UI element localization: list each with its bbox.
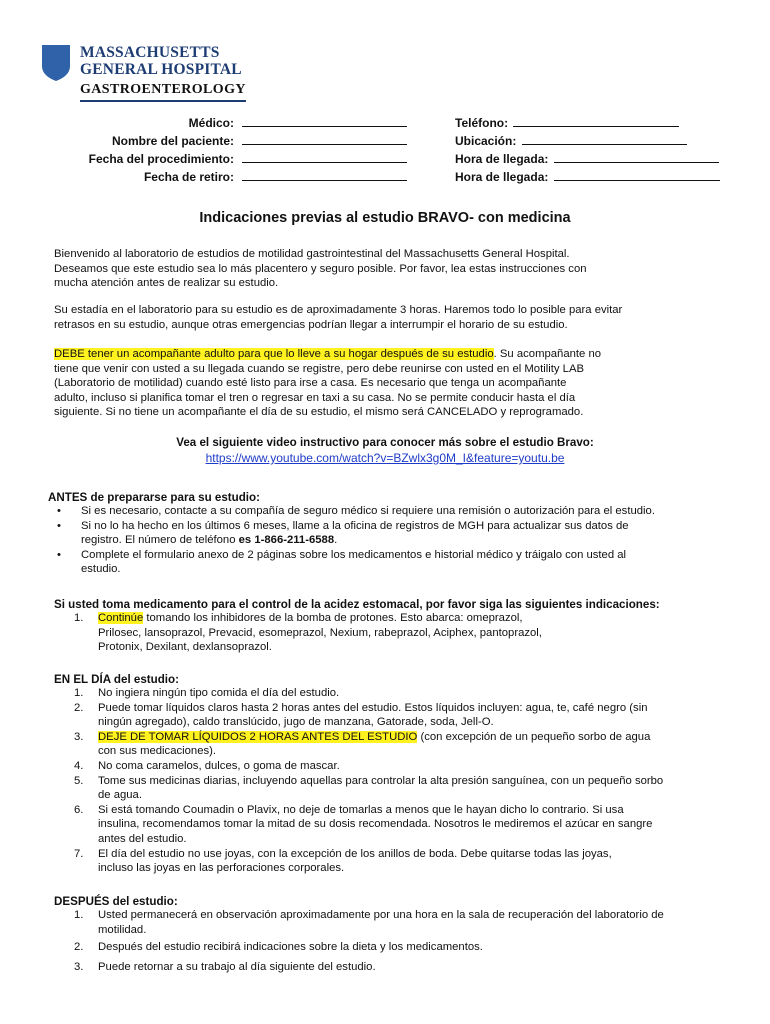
text-line: Deseamos que este estudio sea lo más placentero y seguro posible. Por favor, lea estas instrucciones con	[54, 262, 587, 275]
list-item	[54, 611, 744, 655]
field-label: Fecha de retiro:	[143, 170, 234, 184]
text-span: Si no lo ha hecho en los últimos 6 meses, llame a la oficina de registros de MGH para actualizar sus datos de	[81, 519, 629, 532]
text-line: siguiente. Si no tiene un acompañante el día de su estudio, el mismo será CANCELADO y reprogramado.	[54, 406, 584, 419]
item-number: 4.	[74, 759, 84, 772]
bullet: •	[57, 548, 61, 561]
text-span: Usted permanecerá en observación aproximadamente por una hora en la sala de recuperación del laboratorio de	[98, 909, 664, 921]
field-medico[interactable]	[54, 113, 407, 133]
text-span: motilidad.	[98, 923, 147, 936]
item-number: 2.	[74, 701, 84, 714]
blank-line[interactable]	[554, 149, 719, 163]
mgh-shield-logo	[41, 44, 71, 82]
text-span: con sus medicaciones).	[98, 745, 217, 758]
text-span: estudio.	[81, 563, 121, 576]
text-line: retrasos en su estudio, aunque otras emergencias podrían llegar a interrumpir el horario de su estudio.	[54, 318, 568, 331]
item-number: 5.	[74, 774, 84, 787]
text-span: El día del estudio no use joyas, con la excepción de los anillos de boda. Debe quitarse todas las joyas,	[98, 847, 612, 860]
text-line: Bienvenido al laboratorio de estudios de motilidad gastrointestinal del Massachusetts General Hospital.	[54, 248, 570, 260]
text-span: de agua.	[98, 789, 142, 802]
item-number: 3.	[74, 730, 84, 743]
blank-line[interactable]	[242, 113, 407, 127]
section-header: ANTES de prepararse para su estudio:	[48, 491, 260, 504]
section-header: Si usted toma medicamento para el control de la acidez estomacal, por favor siga las siguientes indicaciones:	[54, 598, 660, 611]
blank-line[interactable]	[554, 167, 720, 181]
field-arrival-time[interactable]	[455, 149, 719, 169]
video-link[interactable]: https://www.youtube.com/watch?v=BZwlx3g0M_I&feature=youtu.be	[205, 451, 565, 465]
blank-line[interactable]	[242, 167, 407, 181]
field-label: Teléfono:	[455, 116, 509, 130]
bullet: •	[57, 505, 61, 517]
list-item	[54, 701, 744, 730]
text-span: No coma caramelos, dulces, o goma de mascar.	[98, 759, 340, 772]
field-phone[interactable]	[455, 113, 679, 133]
text-span: Puede tomar líquidos claros hasta 2 horas antes del estudio. Estos líquidos incluyen: agua, te, café negro (sin	[98, 701, 648, 714]
text-span: incluso las joyas en las perforaciones corporales.	[98, 862, 345, 875]
section-acidez	[54, 598, 744, 655]
field-procedure-date[interactable]	[54, 149, 407, 169]
section-header: EN EL DÍA del estudio:	[54, 673, 179, 686]
list-item	[48, 548, 738, 577]
field-label: Nombre del paciente:	[111, 134, 234, 148]
highlighted-text: DEBE tener un acompañante adulto para que lo lleve a su hogar después de su estudio	[54, 348, 494, 360]
text-line: (Laboratorio de motilidad) cuando esté listo para irse a casa. Es necesario que tenga un acompañante	[54, 377, 567, 390]
list-item	[54, 759, 744, 774]
item-number: 6.	[74, 803, 84, 816]
field-label: Médico:	[188, 116, 234, 130]
item-number: 3.	[74, 960, 84, 973]
field-pickup-date[interactable]	[54, 167, 407, 187]
field-label: Hora de llegada:	[455, 170, 549, 184]
intro-paragraph	[54, 247, 724, 291]
text-span: ningún agregado), caldo translúcido, jugo de manzana, Gatorade, soda, Jell-O.	[98, 716, 494, 729]
text-span: Puede retornar a su trabajo al día siguiente del estudio.	[98, 960, 376, 973]
list-item	[54, 940, 744, 955]
text-span: antes del estudio.	[98, 832, 187, 845]
item-number: 1.	[74, 612, 84, 624]
list-item	[54, 730, 744, 759]
section-dia	[54, 673, 744, 876]
item-number: 1.	[74, 909, 84, 921]
text-span: . Su acompañante no	[493, 348, 602, 360]
bullet: •	[57, 519, 61, 532]
text-span: Protonix, Dexilant, dexlansoprazol.	[98, 641, 272, 654]
text-span: .	[334, 534, 338, 547]
text-span: Si está tomando Coumadin o Plavix, no deje de tomarlas a menos que le hayan dicho lo contrario. Si usa	[98, 803, 624, 816]
text-span: Si es necesario, contacte a su compañía de seguro médico si requiere una remisión o autorización para el estudio.	[81, 505, 655, 517]
list-item	[48, 504, 738, 519]
list-item	[54, 686, 744, 701]
field-label: Fecha del procedimiento:	[88, 152, 234, 166]
video-instruction: Vea el siguiente video instructivo para conocer más sobre el estudio Bravo:	[176, 436, 594, 449]
list-item	[54, 960, 744, 975]
section-despues	[54, 895, 744, 974]
field-label: Hora de llegada:	[455, 152, 549, 166]
field-arrival-time-2[interactable]	[455, 167, 720, 187]
list-item	[54, 803, 744, 847]
text-span: insulina, recomendamos tomar la mitad de su dosis recomendada. Nosotros le mediremos el azúcar en sangre	[98, 818, 653, 831]
highlighted-text: Continúe	[98, 612, 144, 624]
item-number: 1.	[74, 687, 84, 699]
item-number: 2.	[74, 941, 84, 954]
list-item	[54, 774, 744, 803]
text-span: (con excepción de un pequeño sorbo de agua	[417, 730, 651, 743]
blank-line[interactable]	[242, 149, 407, 163]
department-name: GASTROENTEROLOGY	[80, 82, 246, 102]
field-patient-name[interactable]	[54, 131, 407, 151]
text-span: Tome sus medicinas diarias, incluyendo aquellas para controlar la alta presión sanguínea, con un pequeño sorbo	[98, 774, 664, 787]
document-title: Indicaciones previas al estudio BRAVO- con medicina	[199, 210, 571, 226]
logo-line-1: MASSACHUSETTS	[80, 44, 220, 61]
logo-line-2: GENERAL HOSPITAL	[80, 61, 242, 78]
text-span: tomando los inhibidores de la bomba de protones. Esto abarca: omeprazol,	[143, 612, 523, 624]
field-label: Ubicación:	[455, 134, 517, 148]
list-item	[48, 519, 738, 548]
blank-line[interactable]	[513, 113, 679, 127]
highlighted-text: DEJE DE TOMAR LÍQUIDOS 2 HORAS ANTES DEL ESTUDIO	[98, 730, 418, 743]
blank-line[interactable]	[242, 131, 407, 145]
text-line: Su estadía en el laboratorio para su estudio es de aproximadamente 3 horas. Haremos todo lo posible para evitar	[54, 304, 623, 316]
text-span: Después del estudio recibirá indicaciones sobre la dieta y los medicamentos.	[98, 941, 483, 954]
text-span: Prilosec, lansoprazol, Prevacid, esomeprazol, Nexium, rabeprazol, Aciphex, pantoprazol,	[98, 626, 542, 639]
blank-line[interactable]	[522, 131, 687, 145]
section-antes	[48, 491, 738, 577]
text-span: No ingiera ningún tipo comida el día del estudio.	[98, 687, 340, 699]
text-line: tiene que venir con usted a su llegada cuando se registre, pero debe reunirse con usted en el Motility LAB	[54, 362, 585, 375]
companion-paragraph	[54, 347, 724, 420]
text-span: Complete el formulario anexo de 2 páginas sobre los medicamentos e historial médico y tráigalo con usted al	[81, 548, 627, 561]
section-header: DESPUÉS del estudio:	[54, 895, 178, 908]
item-number: 7.	[74, 847, 84, 860]
stay-paragraph	[54, 303, 724, 332]
list-item	[54, 847, 744, 876]
list-item	[54, 908, 744, 937]
text-line	[54, 347, 724, 362]
text-span: registro. El número de teléfono	[81, 534, 239, 547]
text-line: mucha atención antes de realizar su estudio.	[54, 277, 279, 290]
phone-number: es 1-866-211-6588	[238, 534, 335, 547]
field-location[interactable]	[455, 131, 687, 151]
text-line: adulto, incluso si planifica tomar el tren o regresar en taxi a su casa. No se permite conducir hasta el día	[54, 391, 576, 404]
